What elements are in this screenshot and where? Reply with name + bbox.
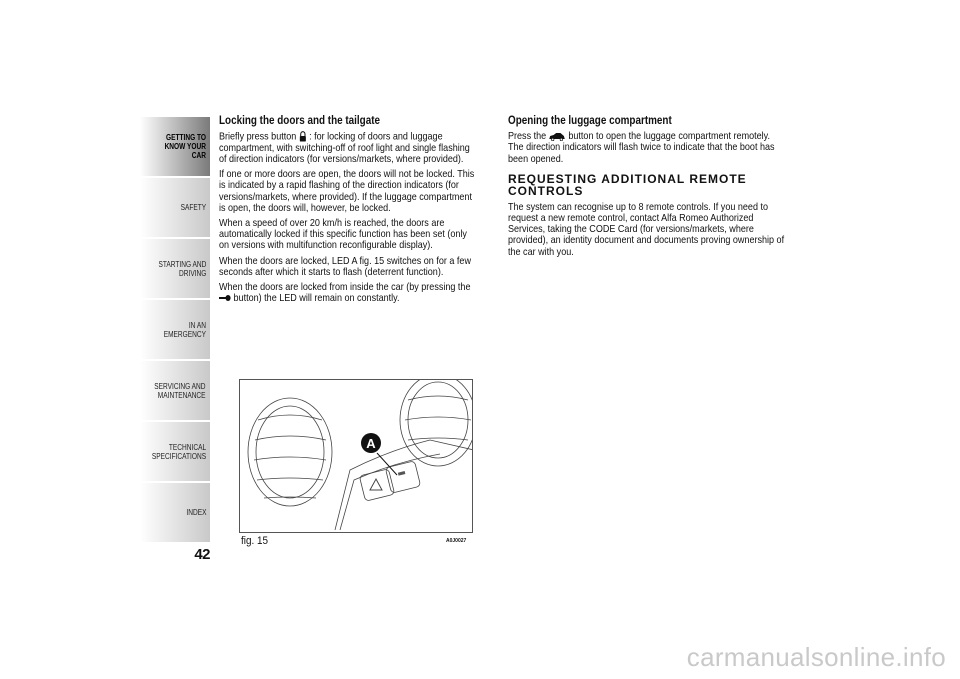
paragraph-luggage: Press the button to open the luggage compartment remotely. The direction indicators will flash twice to indicate that the boot has been opened.: [508, 130, 775, 165]
dashboard-illustration: [240, 380, 473, 533]
paragraph-additional-remotes: The system can recognise up to 8 remote controls. If you need to request a new remote control, contact Alfa Romeo Authorized Services, taking the CODE Card (for versions/markets, where provided), an identity document and documents proving ownership of the car with you.: [508, 200, 785, 258]
padlock-icon: [299, 131, 307, 142]
page-number: 42: [194, 546, 210, 563]
right-column: [508, 116, 788, 262]
tab-index[interactable]: INDEX: [140, 483, 210, 542]
figure-marker-a: A: [366, 436, 376, 451]
figure-caption: fig. 15: [241, 535, 268, 547]
paragraph-lock-button: Briefly press button : for locking of doors and luggage compartment, with switching-off of roof light and single flashing of direction indicators (for versions/markets, where provided).: [219, 130, 470, 165]
paragraph-led: When the doors are locked, LED A fig. 15 switches on for a few seconds after which it starts to flash (deterrent function).: [219, 254, 471, 278]
paragraph-doors-open: If one or more doors are open, the doors will not be locked. This is indicated by a rapid flashing of the direction indicators (for versions/markets, where provided). If the luggage compartment is open, the doors will, however, be locked.: [219, 168, 475, 214]
heading-locking: Locking the doors and the tailgate: [219, 115, 381, 127]
chapter-tabs: [140, 117, 210, 544]
paragraph-inside-lock: When the doors are locked from inside the car (by pressing the button) the LED will remain on constantly.: [219, 280, 471, 305]
key-icon: [219, 294, 231, 302]
tab-servicing-and-maintenance[interactable]: SERVICING AND MAINTENANCE: [140, 361, 210, 420]
heading-luggage: Opening the luggage compartment: [508, 115, 672, 127]
figure-dashboard-led: [239, 379, 473, 533]
section-title-additional-remotes: REQUESTING ADDITIONAL REMOTE CONTROLS: [508, 171, 747, 198]
tab-starting-and-driving[interactable]: STARTING AND DRIVING: [140, 239, 210, 298]
tab-in-an-emergency[interactable]: IN AN EMERGENCY: [140, 300, 210, 359]
figure-code: A0J0027: [446, 538, 467, 544]
tab-technical-specifications[interactable]: TECHNICAL SPECIFICATIONS: [140, 422, 210, 481]
watermark: carmanualsonline.info: [686, 642, 946, 672]
paragraph-speed-lock: When a speed of over 20 km/h is reached, the doors are automatically locked if this specific function has been set (only on versions with multifunction reconfigurable display).: [219, 216, 467, 252]
car-boot-icon: [549, 132, 566, 141]
tab-getting-to-know-your-car[interactable]: GETTING TO KNOW YOUR CAR: [140, 117, 210, 176]
left-column: [219, 116, 477, 308]
tab-safety[interactable]: SAFETY: [140, 178, 210, 237]
